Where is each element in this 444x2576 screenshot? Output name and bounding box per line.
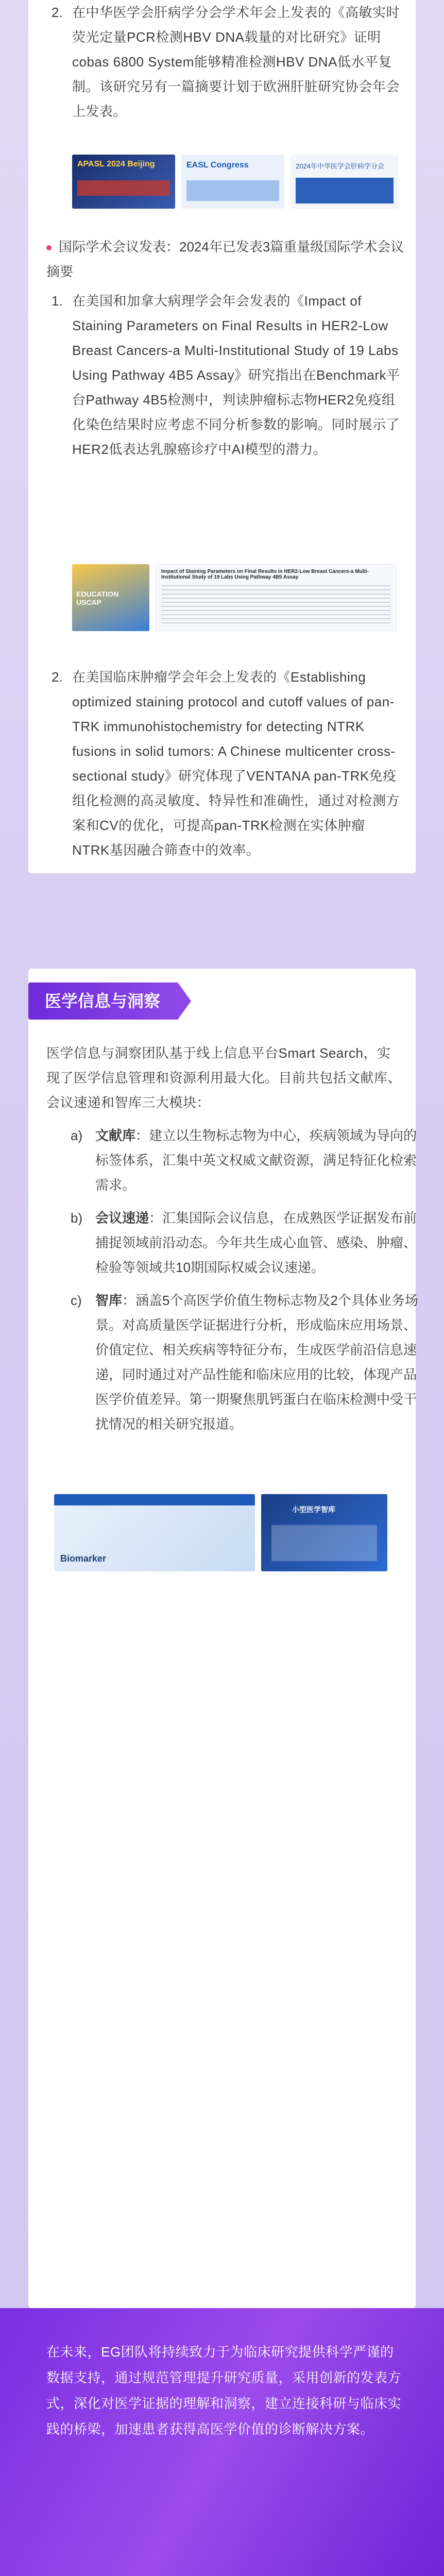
banner-label: APASL 2024 Beijing <box>77 160 155 168</box>
module-thinktank <box>71 1288 425 1436</box>
item-number: 2. <box>52 669 63 685</box>
conference-images <box>72 155 399 209</box>
insight-card <box>28 969 416 2308</box>
abstract-text-lines <box>161 585 390 626</box>
footer-text: 在未来，EG团队将持续致力于为临床研究提供科学严谨的数据支持，通过规范管理提升研究质量，采用创新的发表方式，深化对医学证据的理解和洞察，建立连接科研与临床实践的桥梁，加速患者获得高医学价值的诊断解决方案。 <box>46 2344 402 2437</box>
domestic-item-2 <box>52 0 402 124</box>
item-number: 2. <box>52 5 63 20</box>
banner-label: 2024年中华医学会肝病学分会 <box>296 162 384 170</box>
section-tag-arrow <box>178 982 191 1020</box>
banner-decor <box>296 178 394 204</box>
item-text: 在美国和加拿大病理学会年会发表的《Impact of Staining Parameters on Final Results in HER2-Low Breast Cancers-a Multi-Institutional Study of 19 Labs Using Pathway 4B5 Assay》研究指出在Benchmark平台Pathway 4B5检测中，判读肿瘤标志物HER2免疫组化染色结果时应考虑不同分析参数的影响。同时展示了HER2低表达乳腺癌诊疗中AI模型的潜力。 <box>72 293 400 457</box>
image-label: 小型医学智库 <box>292 1505 335 1514</box>
banner-decor <box>77 180 170 196</box>
insight-intro: 医学信息与洞察团队基于线上信息平台Smart Search，实现了医学信息管理和资源利用最大化。目前共包括文献库、会议速递和智库三大模块： <box>46 1045 402 1110</box>
item-label: a) <box>71 1128 83 1143</box>
section-title-tag: 医学信息与洞察 <box>28 982 178 1020</box>
item-keyword: 智库 <box>95 1293 123 1308</box>
intl-item-2 <box>52 665 402 862</box>
item-text: ：汇集国际会议信息，在成熟医学证据发布前捕捉领域前沿动态。今年共生成心血管、感染、肿瘤、检验等领域共10期国际权威会议速递。 <box>95 1210 417 1275</box>
item-keyword: 会议速递 <box>95 1210 149 1226</box>
uscap-abstract-image <box>156 564 397 631</box>
smart-search-images <box>54 1494 387 1571</box>
module-conference <box>71 1206 425 1280</box>
intl-conference-heading <box>46 234 407 284</box>
intl-item-1 <box>52 289 402 462</box>
image-label: Impact of Staining Parameters on Final Results in HER2-Low Breast Cancers-a Multi-Institutional Study of 19 Labs Using Pathway 4B5 Assay <box>161 569 369 580</box>
thinktank-screenshot <box>261 1494 387 1571</box>
banner-decor <box>186 180 279 201</box>
uscap-images <box>72 564 397 631</box>
image-label: EDUCATION USCAP <box>76 590 119 606</box>
conference-banner-csh <box>291 155 399 209</box>
screenshot-panel <box>271 1525 377 1561</box>
uscap-logo-image <box>72 564 149 631</box>
publications-card <box>28 0 416 873</box>
item-label: c) <box>71 1293 82 1308</box>
item-text: 在美国临床肿瘤学会年会上发表的《Establishing optimized staining protocol and cutoff values of pan-TRK immunohistochemistry for detecting NTRK fusions in solid tumors: A Chinese multicenter cross-sectional study》研究体现了VENTANA pan-TRK免疫组化检测的高灵敏度、特异性和准确性，通过对检测方案和CV的优化，可提高pan-TRK检测在实体肿瘤NTRK基因融合筛查中的效率。 <box>72 669 400 858</box>
item-text: ：涵盖5个高医学价值生物标志物及2个具体业务场景。对高质量医学证据进行分析，形成临床应用场景、价值定位、相关疾病等特征分布，生成医学前沿信息速递，同时通过对产品性能和临床应用的比较，体现产品医学价值差异。第一期聚焦肌钙蛋白在临床检测中受干扰情况的相关研究报道。 <box>95 1293 418 1432</box>
conference-banner-apasl <box>72 155 175 209</box>
heading-text: 国际学术会议发表：2024年已发表3篇重量级国际学术会议摘要 <box>46 239 404 279</box>
bullet-icon <box>46 245 52 250</box>
module-literature <box>71 1123 425 1197</box>
item-number: 1. <box>52 293 63 309</box>
biomarker-screenshot <box>54 1494 255 1571</box>
image-label: Biomarker <box>60 1553 107 1564</box>
screenshot-header <box>54 1494 255 1505</box>
item-text: ：建立以生物标志物为中心，疾病领域为导向的标签体系，汇集中英文权威文献资源，满足特征化检索需求。 <box>95 1128 417 1193</box>
item-text: 在中华医学会肝病学分会学术年会上发表的《高敏实时荧光定量PCR检测HBV DNA载量的对比研究》证明cobas 6800 System能够精准检测HBV DNA低水平复制。该研究另有一篇摘要计划于欧洲肝脏研究协会年会上发表。 <box>72 5 400 119</box>
conference-banner-easl <box>181 155 284 209</box>
item-label: b) <box>71 1210 83 1226</box>
footer-banner <box>0 2308 444 2576</box>
banner-label: EASL Congress <box>186 161 249 170</box>
item-keyword: 文献库 <box>95 1128 136 1143</box>
